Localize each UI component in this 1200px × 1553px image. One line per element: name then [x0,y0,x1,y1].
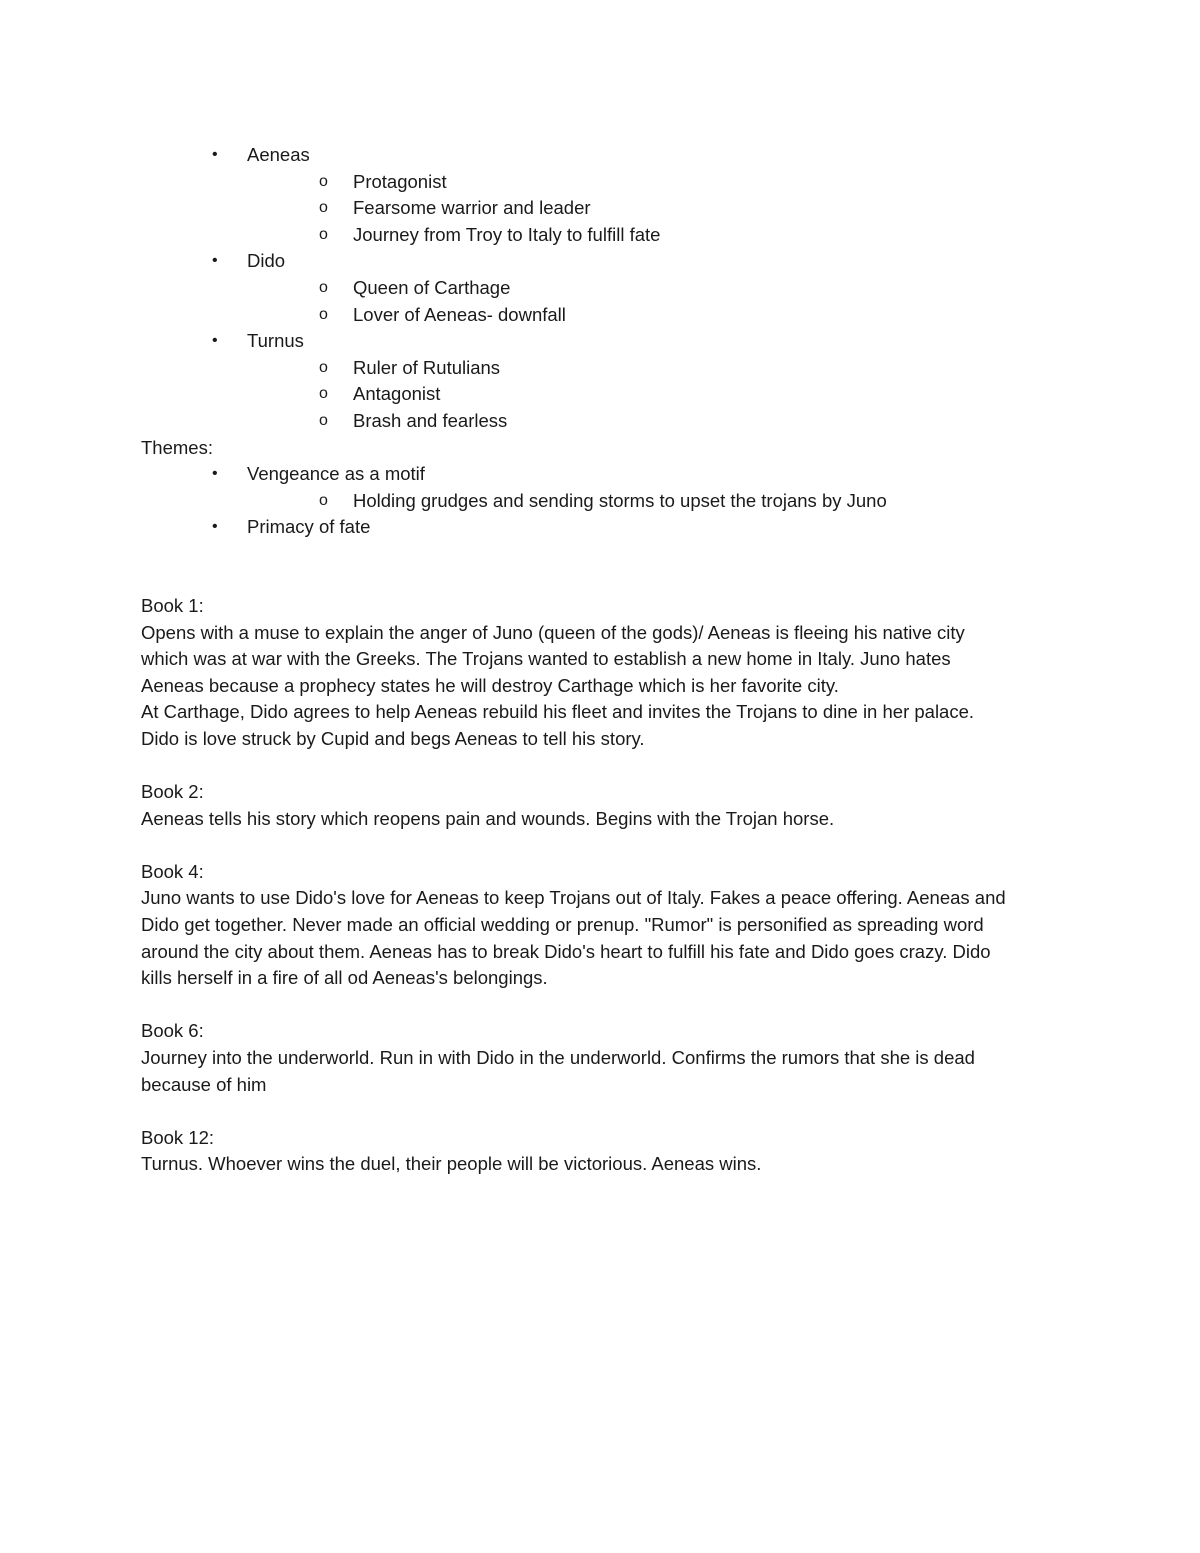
list-item-text: Turnus [247,330,304,352]
sub-list-item-text: Ruler of Rutulians [353,356,501,378]
book-summary-line: Journey into the underworld. Run in with Dido in the underworld. Confirms the rumors that she is dead [141,1047,975,1068]
book-heading: Book 12: [141,1126,215,1148]
themes-heading: Themes: [141,436,213,458]
character-item [141,328,1061,355]
list-item-text: Vengeance as a motif [247,463,425,485]
spacer [141,1098,1061,1125]
bullet-marker: • [212,465,218,483]
spacer [141,752,1061,779]
bullet-marker: • [212,146,218,163]
character-detail [141,355,1061,382]
book-summary-line: around the city about them. Aeneas has to break Dido's heart to fulfill his fate and Dido goes crazy. Dido [141,940,991,962]
character-detail [141,275,1061,302]
book-heading: Book 1: [141,594,204,616]
book-summary-line: Juno wants to use Dido's love for Aeneas to keep Trojans out of Italy. Fakes a peace offering. Aeneas and [141,887,1006,909]
theme-item [141,461,1061,488]
book-summary-line: Turnus. Whoever wins the duel, their people will be victorious. Aeneas wins. [141,1153,762,1175]
list-item-text: Dido [247,250,286,272]
book-heading: Book 4: [141,860,204,882]
character-item [141,248,1061,275]
book-summary-line: Dido get together. Never made an official wedding or prenup. "Rumor" is personified as spreading word [141,914,984,936]
sub-bullet-marker: o [319,385,328,403]
book-summary-line: which was at war with the Greeks. The Trojans wanted to establish a new home in Italy. Juno hates [141,648,951,670]
sub-list-item-text: Queen of Carthage [353,276,511,298]
book-summary-line: Opens with a muse to explain the anger of Juno (queen of the gods)/ Aeneas is fleeing his native city [141,621,965,643]
book-summary-line: kills herself in a fire of all od Aeneas's belongings. [141,967,548,989]
sub-list-item-text: Journey from Troy to Italy to fulfill fate [353,223,661,245]
book-summary-line: Aeneas tells his story which reopens pain and wounds. Begins with the Trojan horse. [141,807,835,829]
bullet-marker: • [212,518,218,536]
character-item [141,142,1061,169]
sub-list-item-text: Fearsome warrior and leader [353,197,591,219]
character-detail [141,381,1061,408]
book-summary-line: Dido is love struck by Cupid and begs Aeneas to tell his story. [141,727,645,749]
bullet-marker: • [212,332,218,350]
sub-bullet-marker: o [319,199,328,217]
sub-bullet-marker: o [319,172,328,190]
spacer [141,541,1061,593]
book-summary-line: At Carthage, Dido agrees to help Aeneas rebuild his fleet and invites the Trojans to dine in her palace. [141,701,975,723]
character-detail [141,195,1061,222]
list-item-text: Aeneas [247,144,310,165]
theme-item [141,514,1061,541]
spacer [141,992,1061,1019]
sub-bullet-marker: o [319,225,328,243]
sub-list-item-text: Brash and fearless [353,409,508,431]
sub-list-item-text: Protagonist [353,170,447,192]
list-item-text: Primacy of fate [247,516,371,538]
book-heading: Book 6: [141,1020,204,1042]
sub-bullet-marker: o [319,358,328,376]
theme-detail [141,488,1061,515]
character-detail [141,408,1061,435]
bullet-marker: • [212,252,218,270]
book-summary-line: because of him [141,1073,267,1095]
sub-list-item-text: Antagonist [353,383,441,405]
book-summary-line: Aeneas because a prophecy states he will destroy Carthage which is her favorite city. [141,674,839,696]
character-detail [141,169,1061,196]
character-detail [141,222,1061,249]
sub-list-item-text: Lover of Aeneas- downfall [353,303,566,325]
sub-bullet-marker: o [319,278,328,296]
sub-bullet-marker: o [319,491,328,509]
sub-list-item-text: Holding grudges and sending storms to upset the trojans by Juno [353,489,887,511]
book-heading: Book 2: [141,781,204,803]
document-body [141,142,1061,1178]
sub-bullet-marker: o [319,305,328,323]
spacer [141,832,1061,859]
sub-bullet-marker: o [319,411,328,429]
character-detail [141,302,1061,329]
